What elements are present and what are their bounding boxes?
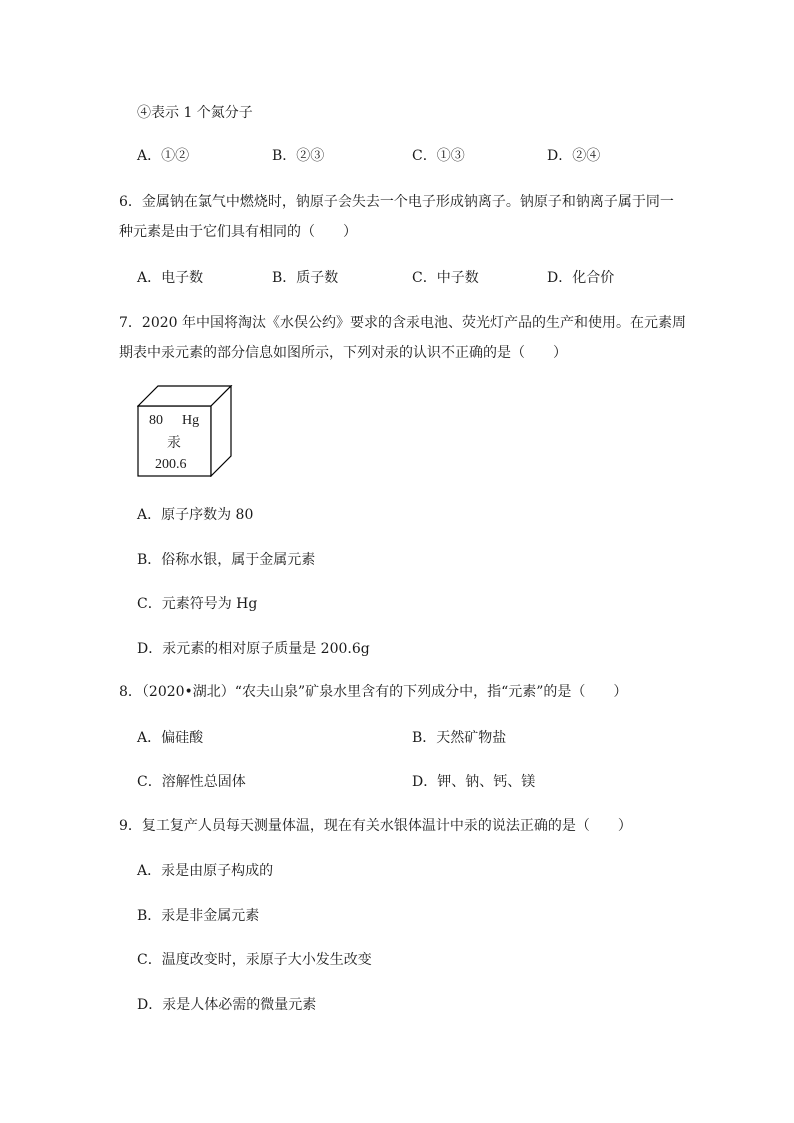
question-6-option-b: B．质子数 <box>272 270 339 286</box>
question-6-option-a: A．电子数 <box>137 270 204 286</box>
question-7-option-c: C．元素符号为 Hg <box>137 596 258 612</box>
question-9-option-d: D．汞是人体必需的微量元素 <box>137 997 317 1013</box>
question-7-stem-line-1: 7．2020 年中国将淘汰《水俣公约》要求的含汞电池、荧光灯产品的生产和使用。在元素周 <box>119 315 686 331</box>
question-9-stem: 9．复工复产人员每天测量体温，现在有关水银体温计中汞的说法正确的是（ ） <box>119 818 632 834</box>
atomic-mass: 200.6 <box>155 457 187 472</box>
question-8-stem: 8．（2020•湖北）“农夫山泉”矿泉水里含有的下列成分中，指“元素”的是（ ） <box>119 684 628 700</box>
question-7-stem-line-2: 期表中汞元素的部分信息如图所示，下列对汞的认识不正确的是（ ） <box>119 345 567 361</box>
question-8-option-d: D．钾、钠、钙、镁 <box>412 774 536 790</box>
question-5-option-b: B．②③ <box>272 148 325 164</box>
question-7-option-d: D．汞元素的相对原子质量是 200.6g <box>137 641 370 657</box>
question-5-item-4: ④表示 1 个氮分子 <box>137 105 253 121</box>
question-8-option-a: A．偏硅酸 <box>137 730 204 746</box>
question-6-stem-line-1: 6．金属钠在氯气中燃烧时，钠原子会失去一个电子形成钠离子。钠原子和钠离子属于同一 <box>119 194 674 210</box>
question-9-option-a: A．汞是由原子构成的 <box>137 863 274 879</box>
question-5-option-a: A．①② <box>137 148 190 164</box>
element-symbol: Hg <box>182 413 200 428</box>
question-6-option-d: D．化合价 <box>547 270 615 286</box>
question-9-option-b: B．汞是非金属元素 <box>137 908 260 924</box>
question-8-option-b: B．天然矿物盐 <box>412 730 507 746</box>
question-9-option-c: C．温度改变时，汞原子大小发生改变 <box>137 952 372 968</box>
question-5-option-d: D．②④ <box>547 148 601 164</box>
element-name: 汞 <box>167 435 181 451</box>
question-8-option-c: C．溶解性总固体 <box>137 774 246 790</box>
question-7-option-b: B．俗称水银，属于金属元素 <box>137 552 316 568</box>
question-6-stem-line-2: 种元素是由于它们具有相同的（ ） <box>119 224 357 240</box>
question-6-option-c: C．中子数 <box>412 270 479 286</box>
atomic-number: 80 <box>149 413 163 428</box>
question-5-option-c: C．①③ <box>412 148 465 164</box>
mercury-element-card <box>137 385 233 477</box>
question-7-option-a: A．原子序数为 80 <box>137 507 254 523</box>
